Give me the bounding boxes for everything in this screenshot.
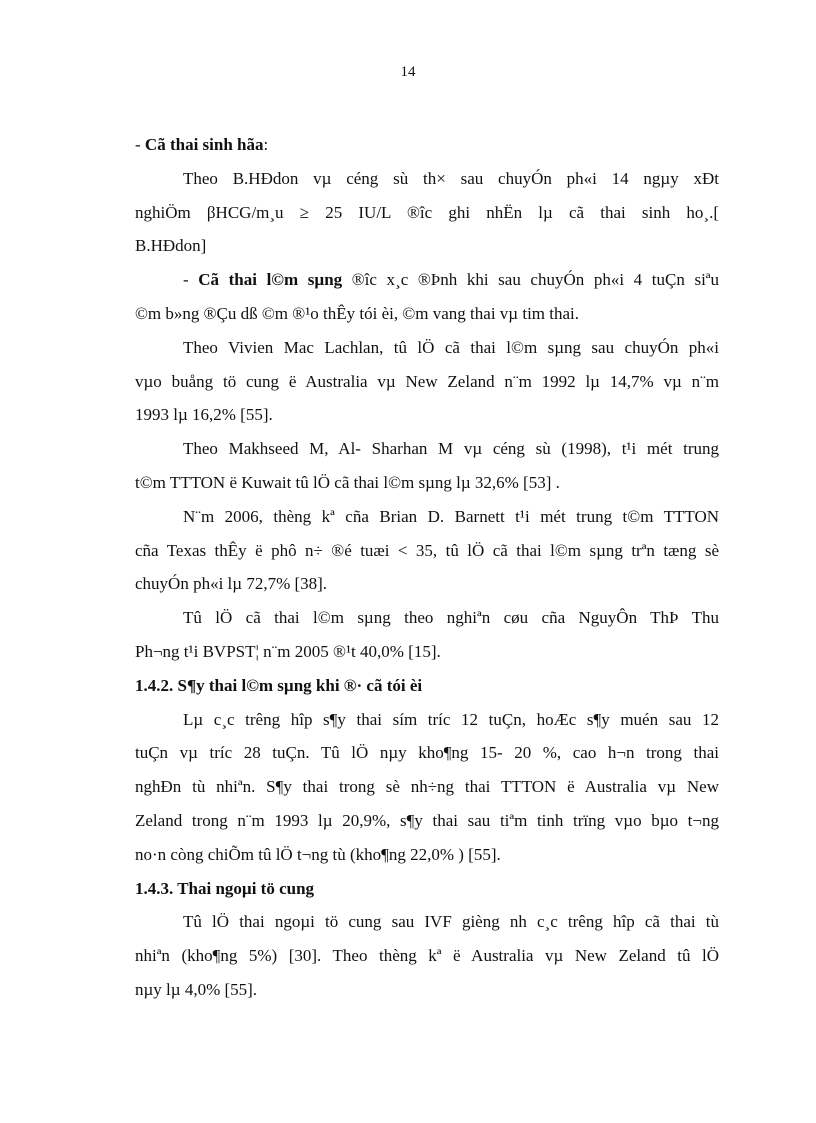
text-line: vµo buång tö cung ë Australia vµ New Zeland n¨m 1992 lµ 14,7% vµ n¨m bbox=[135, 371, 719, 391]
bullet-dash: - bbox=[135, 135, 145, 154]
section-heading-1-4-3: 1.4.3. Thai ngoµi tö cung bbox=[135, 878, 315, 898]
term-clinical-pregnancy: Cã thai l©m sµng bbox=[198, 270, 343, 290]
text-line: no·n còng chiÕm tû lÖ t¬ng tù (kho¶ng 22,0% ) [55]. bbox=[135, 844, 501, 864]
text-line: tuÇn vµ tríc 28 tuÇn. Tû lÖ nµy kho¶ng 15- 20 %, cao h¬n trong thai bbox=[135, 743, 719, 763]
subsection-biochemical-title bbox=[135, 128, 719, 162]
text-line: t©m TTTON ë Kuwait tû lÖ cã thai l©m sµng lµ 32,6% [53] . bbox=[135, 472, 560, 492]
text-line: 1993 lµ 16,2% [55]. bbox=[135, 405, 273, 425]
bullet-dash: - bbox=[183, 270, 199, 290]
text-line: nhiªn (kho¶ng 5%) [30]. Theo thèng kª ë Australia vµ New Zeland tû lÖ bbox=[135, 946, 719, 966]
text-line: N¨m 2006, thèng kª cña Brian D. Barnett t¹i mét trung t©m TTTON bbox=[183, 506, 719, 526]
text-line: Theo Vivien Mac Lachlan, tû lÖ cã thai l©m sµng sau chuyÓn ph«i bbox=[183, 337, 719, 357]
subsection-clinical-title bbox=[135, 263, 719, 297]
section-heading-1-4-2: 1.4.2. S¶y thai l©m sµng khi ®· cã tói èi bbox=[135, 675, 423, 695]
text-line: nghiÖm βHCG/m¸u ≥ 25 IU/L ®îc ghi nhËn lµ cã thai sinh ho¸.[ bbox=[135, 202, 719, 222]
term-biochemical-pregnancy: Cã thai sinh hãa bbox=[144, 135, 264, 154]
document-body bbox=[135, 128, 719, 1007]
text-line: Lµ c¸c trêng hîp s¶y thai sím tríc 12 tuÇn, hoÆc s¶y muén sau 12 bbox=[183, 709, 719, 729]
text-line: Theo Makhseed M, Al- Sharhan M vµ céng sù (1998), t¹i mét trung bbox=[183, 439, 719, 459]
text-line: Tû lÖ thai ngoµi tö cung sau IVF gièng nh c¸c trêng hîp cã thai tù bbox=[183, 912, 719, 932]
text-span: ®îc x¸c ®Þnh khi sau chuyÓn ph«i 4 tuÇn siªu bbox=[342, 270, 719, 290]
colon: : bbox=[263, 135, 269, 154]
text-line: Ph¬ng t¹i BVPST¦ n¨m 2005 ®¹t 40,0% [15]. bbox=[135, 641, 441, 661]
text-line: chuyÓn ph«i lµ 72,7% [38]. bbox=[135, 574, 328, 594]
text-line: ©m b»ng ®Çu dß ©m ®¹o thÊy tói èi, ©m vang thai vµ tim thai. bbox=[135, 303, 580, 323]
text-line: nµy lµ 4,0% [55]. bbox=[135, 979, 258, 999]
text-line: cña Texas thÊy ë phô n÷ ®é tuæi < 35, tû lÖ cã thai l©m sµng trªn tæng sè bbox=[135, 540, 719, 560]
text-line: B.HÐdon] bbox=[135, 236, 207, 256]
text-line: Tû lÖ cã thai l©m sµng theo nghiªn cøu cña NguyÔn ThÞ Thu bbox=[183, 608, 719, 628]
text-line: nghÐn tù nhiªn. S¶y thai trong sè nh÷ng thai TTTON ë Australia vµ New bbox=[135, 777, 719, 797]
page-number: 14 bbox=[400, 64, 416, 80]
text-line: Theo B.HÐdon vµ céng sù th× sau chuyÓn ph«i 14 ngµy xÐt bbox=[183, 168, 719, 188]
text-line: Zeland trong n¨m 1993 lµ 20,9%, s¶y thai sau tiªm tinh trïng vµo bµo t¬ng bbox=[135, 810, 719, 830]
